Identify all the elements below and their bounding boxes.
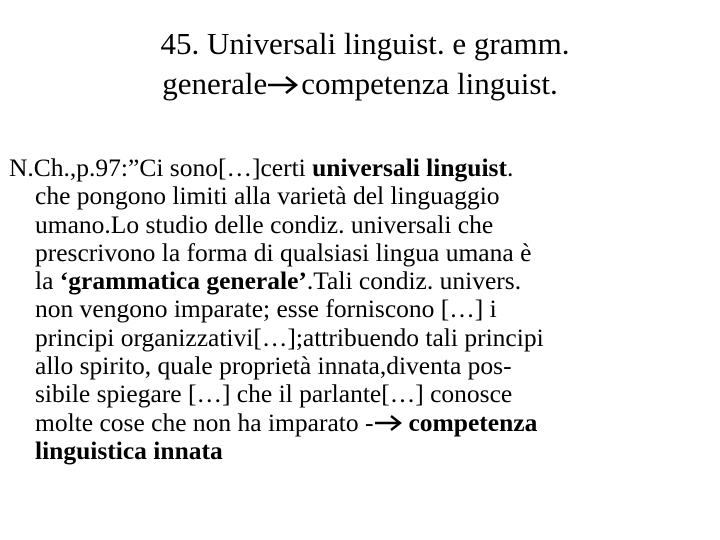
bold-universali-linguist: universali linguist xyxy=(312,153,507,182)
right-arrow-icon xyxy=(267,73,301,97)
body-line-5 xyxy=(9,267,714,295)
body-line-3: umano.Lo studio delle condiz. universali che xyxy=(35,209,494,239)
body-text-span: . xyxy=(506,153,514,182)
body-line-7: principi organizzativi[…];attribuendo tali principi xyxy=(35,322,544,352)
title-generale: generale xyxy=(162,66,268,101)
body-line-11: linguistica innata xyxy=(35,435,223,465)
right-arrow-icon xyxy=(374,413,404,433)
title-line-1: 45. Universali linguist. e gramm. xyxy=(160,26,570,61)
body-line-9: sibile spiegare […] che il parlante[…] conosce xyxy=(35,379,513,409)
body-text-span: N.Ch.,p.97:”Ci sono[…]certi xyxy=(9,153,313,182)
body-line-2: che pongono limiti alla varietà del linguaggio xyxy=(35,181,500,211)
bold-grammatica-generale: ‘grammatica generale’ xyxy=(59,266,307,296)
body-text-span: molte cose che non ha imparato - xyxy=(35,407,374,437)
body-line-8: allo spirito, quale proprietà innata,diventa pos- xyxy=(35,351,512,381)
body-text-span: la xyxy=(35,266,60,296)
body-line-1 xyxy=(9,154,714,182)
title-line-2 xyxy=(0,64,720,104)
body-line-4: prescrivono la forma di qualsiasi lingua umana è xyxy=(35,237,532,267)
title-competenza: competenza linguist. xyxy=(301,66,558,101)
body-text xyxy=(9,154,714,465)
bold-competenza: competenza xyxy=(408,407,538,437)
body-text-span: .Tali condiz. univers. xyxy=(306,266,522,296)
body-line-6: non vengono imparate; esse forniscono […] i xyxy=(35,294,497,324)
body-line-10 xyxy=(9,409,714,437)
slide-title xyxy=(0,24,720,104)
